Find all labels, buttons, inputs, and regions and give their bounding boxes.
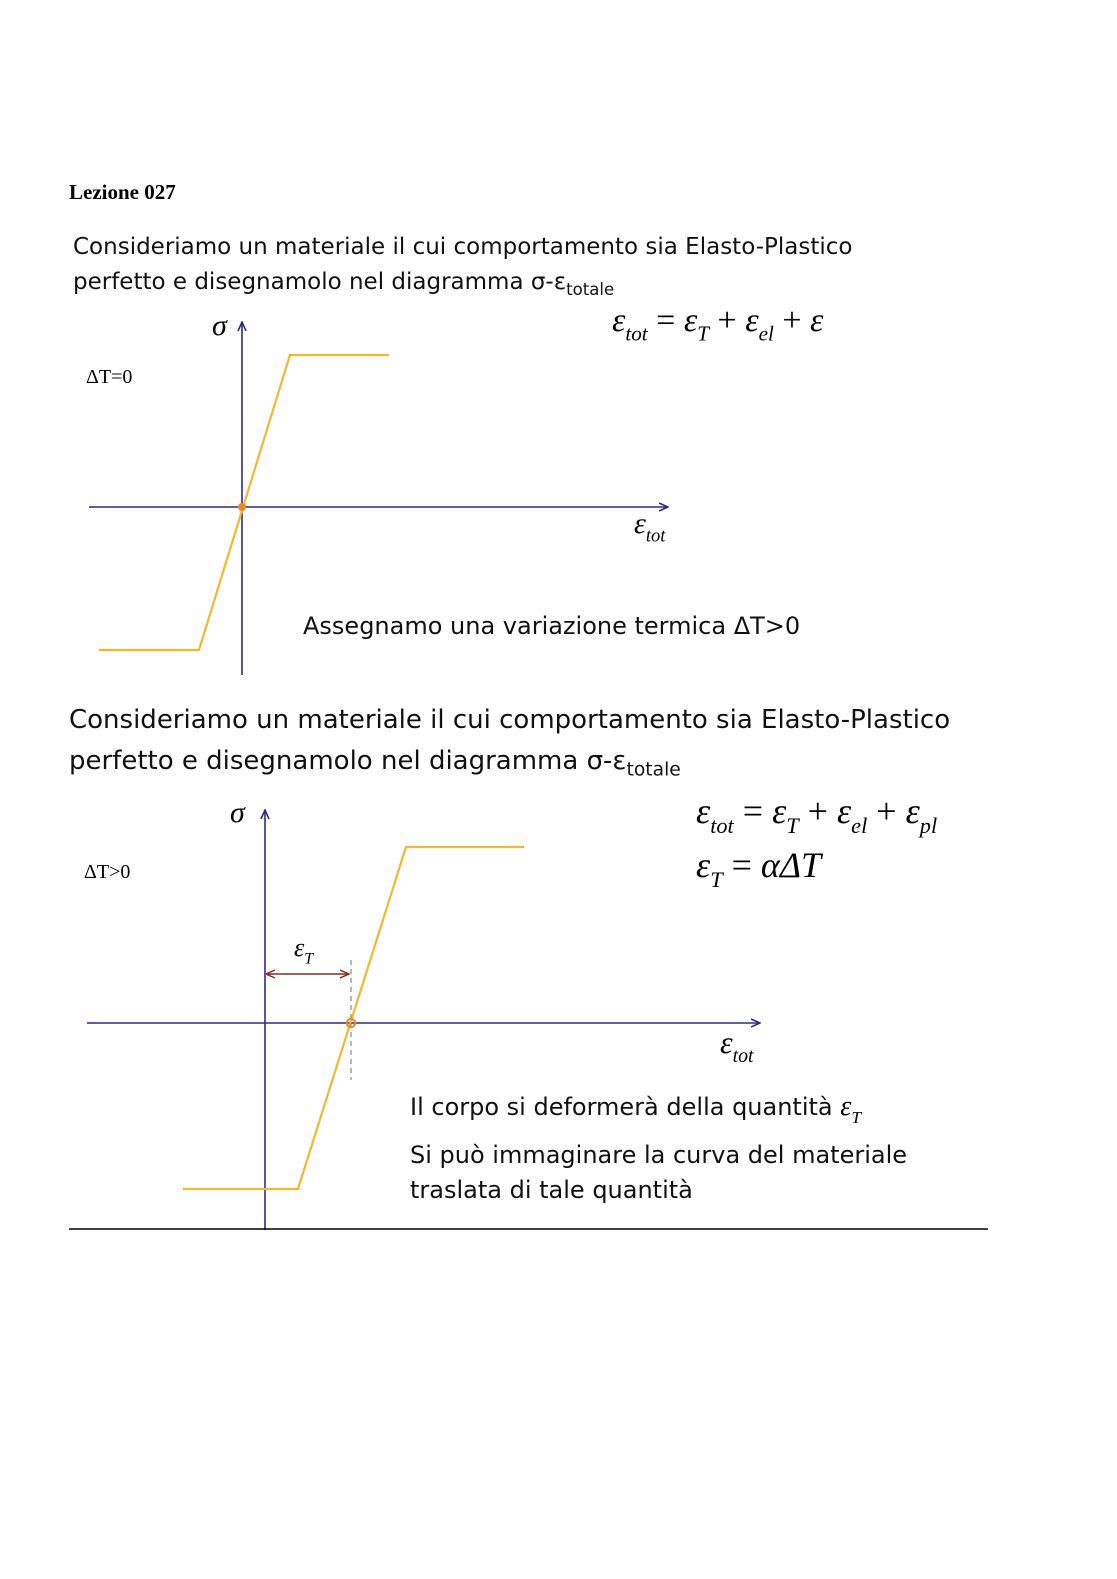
eq3-lhs-sub: T xyxy=(710,867,723,893)
slide1-line2-text: perfetto e disegnamolo nel diagramma σ-ε xyxy=(73,269,567,295)
note1-sym-sub: T xyxy=(851,1107,861,1127)
slide2-axis-x-symbol: ε xyxy=(720,1024,733,1060)
eq1-lhs: ε xyxy=(612,302,626,339)
slide2-note2: Si può immaginare la curva del materiale xyxy=(410,1141,908,1169)
slide2-stress-strain-curve xyxy=(183,847,524,1189)
eq3-lhs: ε xyxy=(696,845,711,885)
eq1-t1-sub: T xyxy=(697,321,709,346)
slide1-delta-label: ΔT=0 xyxy=(86,366,133,388)
eq1-t2-sub: el xyxy=(758,321,774,346)
lesson-title: Lezione 027 xyxy=(69,180,176,204)
eq2-t2: ε xyxy=(836,791,852,831)
eq3-equals: = xyxy=(731,845,752,885)
slide1-line2-sub: totale xyxy=(566,279,615,299)
eq2-lhs-sub: tot xyxy=(710,813,734,839)
slide1-stress-strain-curve xyxy=(99,355,389,650)
slide2-axis-y-label: σ xyxy=(230,796,245,829)
slide2-line2-text: perfetto e disegnamolo nel diagramma σ-ε xyxy=(69,746,627,776)
slide1-axis-y-label: σ xyxy=(212,309,227,342)
eq2-t3: ε xyxy=(905,791,920,831)
eq2-equals: = xyxy=(742,791,764,831)
eq1-t1: ε xyxy=(683,302,698,339)
eq2-t1: ε xyxy=(772,791,787,831)
eq2-plus1: + xyxy=(807,791,828,831)
eq2-t1-sub: T xyxy=(786,813,799,839)
slide2-line2-sub: totale xyxy=(626,759,681,781)
slide2-delta-label: ΔT>0 xyxy=(84,861,131,883)
slide2-note3: traslata di tale quantità xyxy=(410,1176,693,1204)
slide1-axis-x-sub: tot xyxy=(645,525,666,547)
note1-sym: ε xyxy=(840,1091,852,1122)
eq1-plus2: + xyxy=(782,302,802,339)
slide1-line1: Consideriamo un materiale il cui comportamento sia Elasto-Plastico xyxy=(73,234,853,260)
eq2-lhs: ε xyxy=(696,791,711,831)
eq1-plus1: + xyxy=(717,302,737,339)
eq1-t2: ε xyxy=(745,302,759,339)
eq3-rhs: αΔT xyxy=(760,845,821,885)
eq2-t3-sub: pl xyxy=(919,813,938,839)
eq2-t2-sub: el xyxy=(851,813,868,839)
shift-symbol: ε xyxy=(294,933,305,962)
slide1-origin-dot xyxy=(238,503,246,511)
shift-sub: T xyxy=(304,950,314,968)
slide2-axis-x-sub: tot xyxy=(732,1044,754,1067)
slide2-line1: Consideriamo un materiale il cui comportamento sia Elasto-Plastico xyxy=(69,705,951,735)
eq2-plus2: + xyxy=(876,791,897,831)
eq1-equals: = xyxy=(656,302,676,339)
slide1-axis-x-symbol: ε xyxy=(634,507,646,540)
slide1-note: Assegnamo una variazione termica ΔT>0 xyxy=(303,612,801,640)
eq1-lhs-sub: tot xyxy=(625,321,648,346)
eq1-t3: ε xyxy=(810,302,824,339)
slide2-note1-text: Il corpo si deformerà della quantità xyxy=(410,1093,833,1121)
